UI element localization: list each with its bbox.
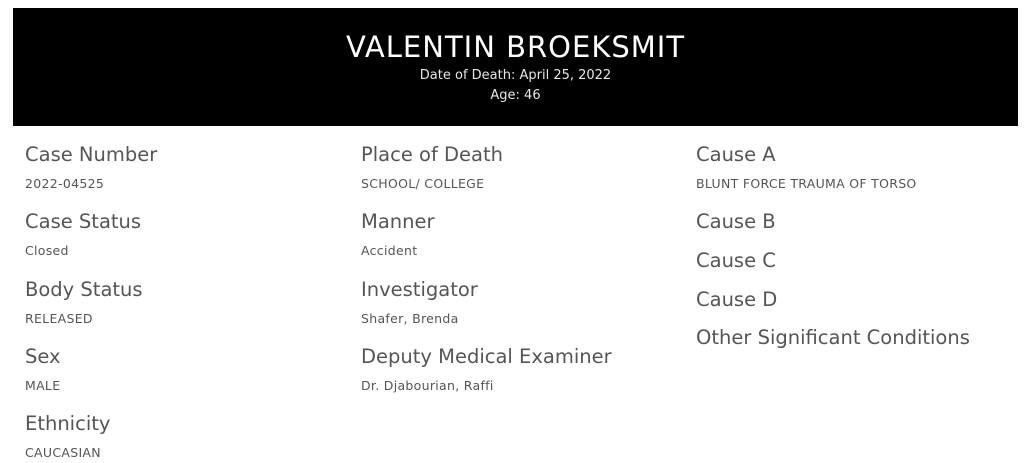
cause-b-label: Cause B [696,210,776,233]
manner-label: Manner [361,210,435,233]
investigator-value: Shafer, Brenda [361,311,459,326]
case-status-value: Closed [25,243,69,258]
ethnicity-label: Ethnicity [25,412,111,435]
body-status-label: Body Status [25,278,143,301]
ethnicity-value: CAUCASIAN [25,445,101,460]
cause-a-value: BLUNT FORCE TRAUMA OF TORSO [696,176,917,191]
case-status-label: Case Status [25,210,142,233]
deputy-medical-examiner-value: Dr. Djabourian, Raffi [361,378,494,393]
place-of-death-value: SCHOOL/ COLLEGE [361,176,485,191]
place-of-death-label: Place of Death [361,143,504,166]
investigator-label: Investigator [361,278,478,301]
deputy-medical-examiner-label: Deputy Medical Examiner [361,345,612,368]
case-number-label: Case Number [25,143,158,166]
sex-label: Sex [25,345,61,368]
date-of-death: Date of Death: April 25, 2022 [419,68,612,83]
manner-value: Accident [361,243,418,258]
cause-d-label: Cause D [696,288,778,311]
cause-a-label: Cause A [696,143,776,166]
case-header [13,8,1018,126]
cause-c-label: Cause C [696,249,776,272]
body-status-value: RELEASED [25,311,93,326]
case-number-value: 2022-04525 [25,176,105,191]
sex-value: MALE [25,378,61,393]
other-significant-conditions-label: Other Significant Conditions [696,326,970,349]
decedent-name: VALENTIN BROEKSMIT [345,30,686,64]
decedent-age: Age: 46 [490,88,541,103]
